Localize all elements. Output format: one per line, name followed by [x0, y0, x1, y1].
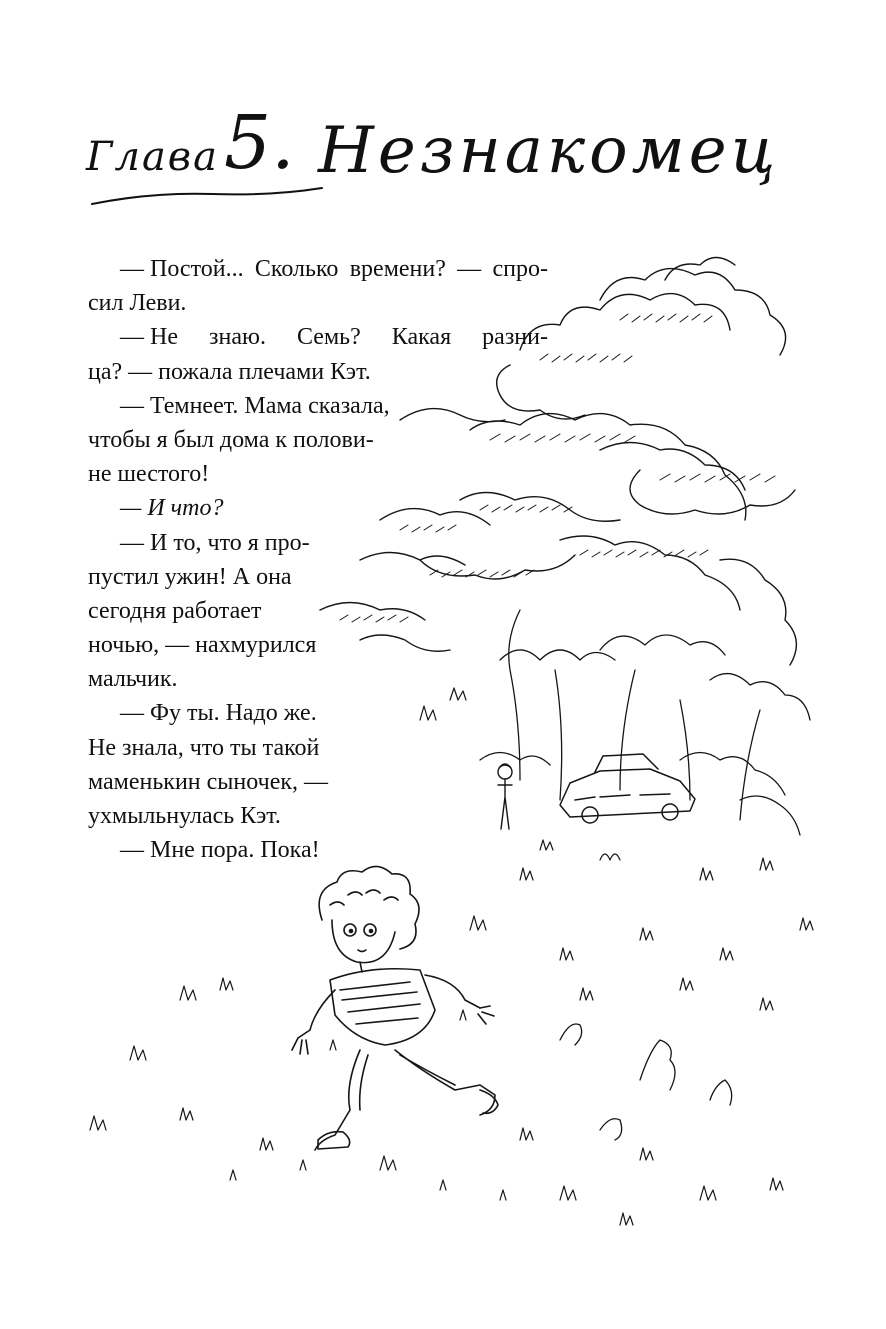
word: времени? [349, 256, 446, 282]
abandoned-car [560, 754, 695, 823]
text-line [88, 252, 548, 286]
word: — Не [120, 324, 178, 351]
word: Сколько [254, 256, 339, 282]
italic-line: — И что? [120, 495, 224, 522]
chapter-heading [86, 88, 780, 228]
word: Какая [391, 324, 452, 351]
text-line: не шестого! [88, 461, 210, 488]
text-line: — И то, что я про- [120, 529, 310, 556]
word: знаю. [209, 324, 266, 351]
text-line: чтобы я был дома к полови- [88, 426, 374, 453]
running-boy [292, 866, 498, 1150]
word: разни- [482, 324, 548, 351]
word: — [457, 256, 482, 282]
chapter-number: 5. [224, 100, 295, 186]
heading-swash [86, 186, 326, 210]
word: Семь? [296, 324, 361, 351]
word: — Постой... [120, 256, 244, 282]
chapter-label: Глава [86, 134, 219, 180]
text-line: маменькин сыночек, — [88, 768, 329, 795]
text-line [88, 491, 548, 525]
text-line: сегодня работает [88, 597, 262, 624]
text-line: пустил ужин! А она [88, 563, 292, 590]
text-line [88, 320, 548, 354]
text-line: ухмыльнулась Кэт. [88, 803, 281, 829]
text-line: мальчик. [88, 666, 178, 693]
text-line: — Мне пора. Пока! [120, 837, 320, 864]
word: спро- [492, 256, 548, 282]
text-line: Не знала, что ты такой [88, 734, 320, 761]
text-line: ца? — пожала плечами Кэт. [88, 358, 371, 385]
dialogue-text [88, 252, 548, 867]
chapter-title: Незнакомец [318, 114, 780, 188]
text-line: сил Леви. [88, 290, 187, 317]
text-line: — Темнеет. Мама сказала, [120, 392, 390, 419]
text-line: — Фу ты. Надо же. [120, 700, 317, 727]
weeds [560, 1024, 732, 1140]
text-line: ночью, — нахмурился [88, 632, 317, 659]
